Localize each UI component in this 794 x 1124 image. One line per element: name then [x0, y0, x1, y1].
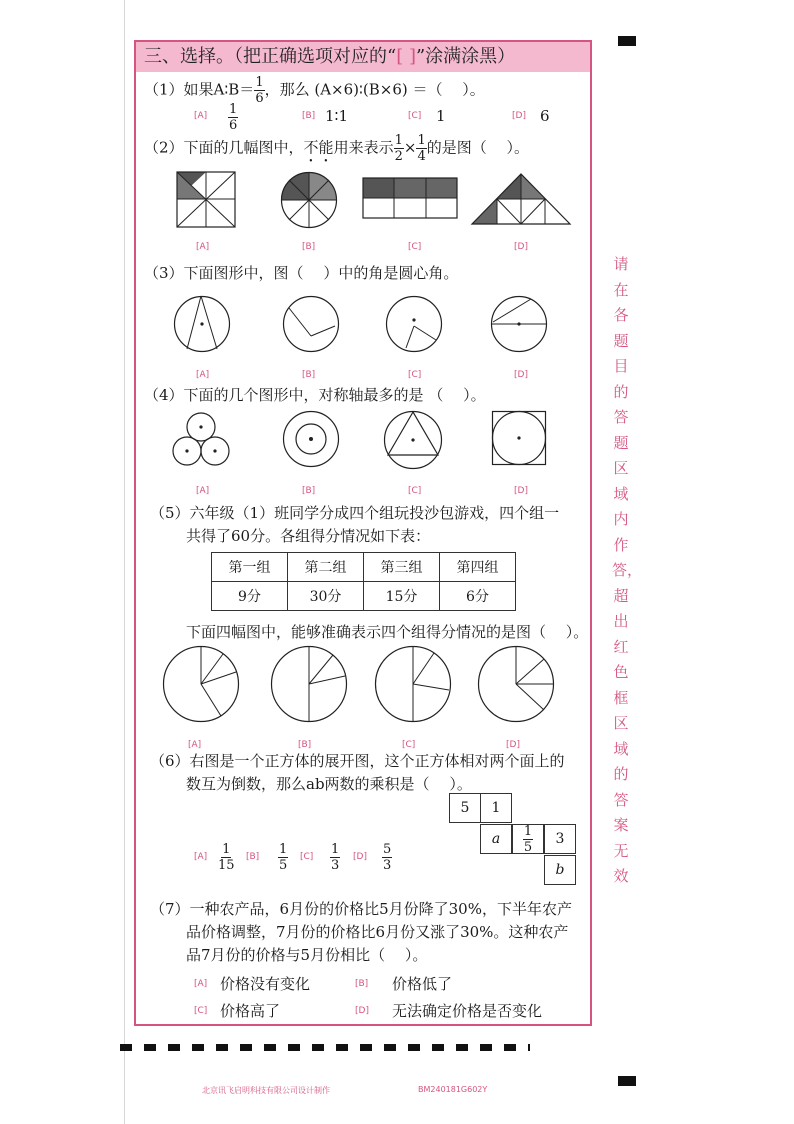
q2-stem: （2）下面的几幅图中，不能用来表示 $\frac{1}{2}$ × $\frac{1}{4}$ 的是图（ ）。	[144, 133, 529, 164]
q5-score-2: 30分	[288, 582, 364, 611]
q7-stem-line3: 品7月份的价格与5月份相比（ ）。	[186, 946, 428, 964]
q5-pie-a	[163, 646, 239, 722]
q4-figure-a	[172, 412, 230, 466]
q5-score-1: 9分	[212, 582, 288, 611]
q5-pie-c	[375, 646, 451, 722]
net-cell: 5	[449, 793, 481, 823]
q2-option-c-bubble[interactable]: [C]	[408, 242, 422, 252]
q3-option-d-bubble[interactable]: [D]	[514, 370, 528, 380]
q4-figure-c	[384, 411, 442, 469]
q2-figure-a	[177, 172, 235, 227]
side-note: 请在各题目的答题区域内作答，超出红色框区域的答案无效	[612, 255, 643, 885]
q3-figure-b	[283, 296, 339, 352]
page-left-edge	[124, 0, 125, 1124]
q5-pie-b	[271, 646, 347, 722]
q2-option-a-bubble[interactable]: [A]	[196, 242, 210, 252]
q3-figure-d	[491, 296, 547, 352]
q6-stem-line2: 数互为倒数，那么ab两数的乘积是（ ）。	[186, 775, 472, 793]
q6-option-a-bubble[interactable]: [A]	[194, 852, 208, 862]
q1-option-c-value: 1	[436, 107, 446, 125]
q1-option-d-bubble[interactable]: [D]	[512, 111, 526, 121]
section-title-bracket: [ ]	[396, 46, 416, 67]
q7-option-c-bubble[interactable]: [C]	[194, 1006, 208, 1016]
net-cell: 1	[480, 793, 512, 823]
q1-option-c-bubble[interactable]: [C]	[408, 111, 422, 121]
net-cell: b	[544, 855, 576, 885]
q1-option-a-value: $\frac{1}{6}$	[229, 102, 238, 133]
net-cell: a	[480, 824, 512, 854]
q5-header-4: 第四组	[440, 553, 516, 582]
q1-option-b-bubble[interactable]: [B]	[302, 111, 316, 121]
q5-stem-line2: 共得了60分。各组得分情况如下表：	[186, 527, 431, 545]
q3-stem: （3）下面图形中，图（ ）中的角是圆心角。	[144, 264, 459, 282]
q4-option-c-bubble[interactable]: [C]	[408, 486, 422, 496]
q5-option-b-bubble[interactable]: [B]	[298, 740, 312, 750]
q6-option-b-value: $\frac{1}{5}$	[279, 842, 288, 873]
q2-figure-d	[472, 174, 570, 224]
q5-option-a-bubble[interactable]: [A]	[188, 740, 202, 750]
q5-question: 下面四幅图中，能够准确表示四个组得分情况的是图（ ）。	[186, 623, 589, 641]
section-title-pre: 三、选择。（把正确选项对应的“	[144, 46, 397, 67]
q5-pie-d	[478, 646, 554, 722]
q4-option-a-bubble[interactable]: [A]	[196, 486, 210, 496]
q1-option-d-value: 6	[540, 107, 550, 125]
q4-option-d-bubble[interactable]: [D]	[514, 486, 528, 496]
q2-figure-b	[281, 172, 337, 228]
q6-option-c-bubble[interactable]: [C]	[300, 852, 314, 862]
q7-option-a-bubble[interactable]: [A]	[194, 979, 208, 989]
q4-stem: （4）下面的几个图形中，对称轴最多的是 （ ）。	[144, 386, 486, 404]
q3-figure-c	[386, 296, 442, 352]
q7-option-d-bubble[interactable]: [D]	[355, 1006, 369, 1016]
q6-option-c-value: $\frac{1}{3}$	[331, 842, 340, 873]
q1-option-a-bubble[interactable]: [A]	[194, 111, 208, 121]
q4-option-b-bubble[interactable]: [B]	[302, 486, 316, 496]
q2-option-b-bubble[interactable]: [B]	[302, 242, 316, 252]
q4-figure-d	[492, 411, 546, 465]
q7-option-b-value: 价格低了	[392, 975, 453, 993]
q1-stem: （1）如果A∶B＝ $\frac{1}{6}$ ，那么 (A×6)∶(B×6) ＝（ ）。	[144, 75, 485, 106]
q6-option-d-value: $\frac{5}{3}$	[383, 842, 392, 873]
q5-header-1: 第一组	[212, 553, 288, 582]
q7-stem-line1: （7）一种农产品，6月份的价格比5月份降了30%，下半年农产	[150, 900, 572, 918]
q6-option-b-bubble[interactable]: [B]	[246, 852, 260, 862]
q6-option-d-bubble[interactable]: [D]	[353, 852, 367, 862]
q3-option-a-bubble[interactable]: [A]	[196, 370, 210, 380]
q5-header-3: 第三组	[364, 553, 440, 582]
q3-option-b-bubble[interactable]: [B]	[302, 370, 316, 380]
q5-score-3: 15分	[364, 582, 440, 611]
q5-header-2: 第二组	[288, 553, 364, 582]
q5-stem-line1: （5）六年级（1）班同学分成四个组玩投沙包游戏，四个组一	[150, 504, 560, 522]
section-header	[136, 42, 590, 72]
q5-score-table	[211, 552, 516, 611]
dashed-separator	[120, 1044, 530, 1051]
q2-emphasis: 不能	[303, 138, 334, 157]
footer-company: 北京讯飞启明科技有限公司设计制作	[202, 1086, 330, 1095]
footer-code: BM240181G602Y	[418, 1085, 488, 1094]
q7-stem-line2: 品价格调整，7月份的价格比6月份又涨了30%。这种农产	[186, 923, 569, 941]
section-title-post: ”涂满涂黑）	[415, 46, 516, 67]
q4-figure-b	[283, 411, 339, 467]
q3-figure-a	[174, 296, 230, 352]
net-cell: 3	[544, 824, 576, 854]
q1-option-b-value: 1∶1	[325, 107, 348, 125]
q7-option-a-value: 价格没有变化	[220, 975, 311, 993]
q6-stem-line1: （6）右图是一个正方体的展开图，这个正方体相对两个面上的	[150, 752, 565, 770]
q7-option-b-bubble[interactable]: [B]	[355, 979, 369, 989]
q3-option-c-bubble[interactable]: [C]	[408, 370, 422, 380]
q2-option-d-bubble[interactable]: [D]	[514, 242, 528, 252]
q6-option-a-value: $\frac{1}{15}$	[218, 842, 235, 873]
net-cell: $\frac{1}{5}$	[512, 824, 544, 854]
q7-option-d-value: 无法确定价格是否变化	[392, 1002, 543, 1020]
corner-mark-bottom	[618, 1076, 636, 1086]
corner-mark-top	[618, 36, 636, 46]
q5-option-c-bubble[interactable]: [C]	[402, 740, 416, 750]
q7-option-c-value: 价格高了	[220, 1002, 281, 1020]
q1-fraction: $\frac{1}{6}$	[255, 75, 264, 106]
q5-score-4: 6分	[440, 582, 516, 611]
q5-option-d-bubble[interactable]: [D]	[506, 740, 520, 750]
q2-figure-c	[363, 178, 457, 218]
